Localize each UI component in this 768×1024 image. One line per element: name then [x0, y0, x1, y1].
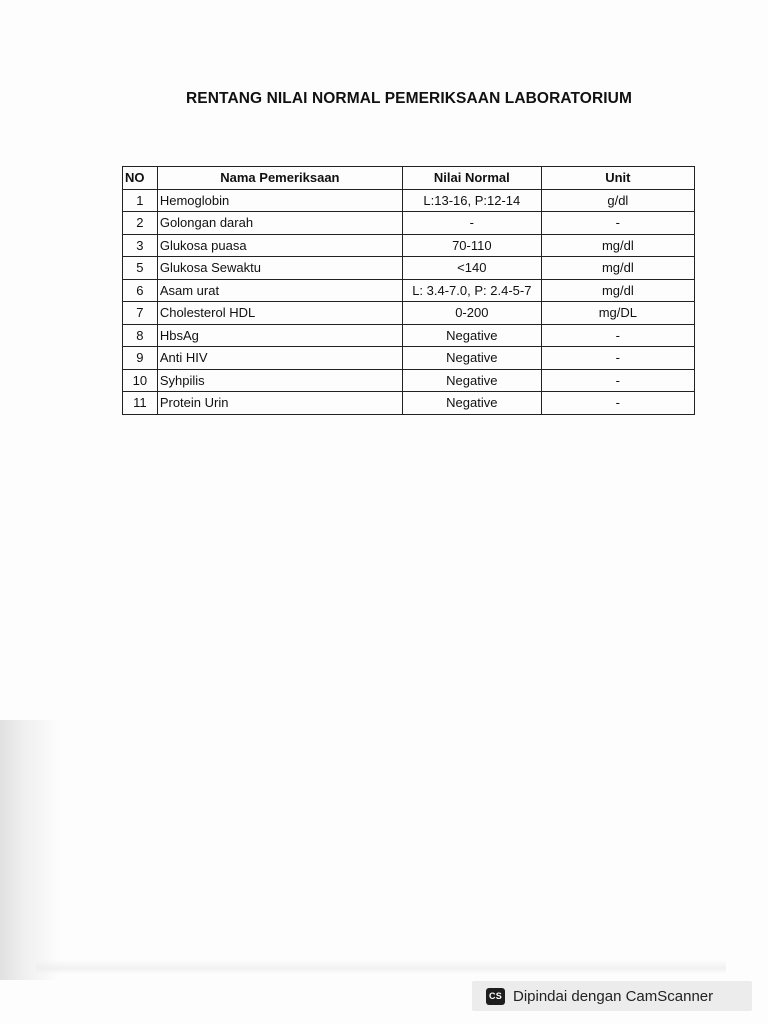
- cell-name: Syhpilis: [157, 369, 402, 392]
- cell-name: Golongan darah: [157, 212, 402, 235]
- cell-value: L:13-16, P:12-14: [402, 189, 541, 212]
- cell-no: 3: [123, 234, 158, 257]
- table-row: [123, 234, 695, 257]
- header-no: NO: [123, 167, 158, 190]
- cell-value: Negative: [402, 392, 541, 415]
- cell-no: 10: [123, 369, 158, 392]
- header-nama-pemeriksaan: Nama Pemeriksaan: [157, 167, 402, 190]
- cell-name: HbsAg: [157, 324, 402, 347]
- cell-name: Hemoglobin: [157, 189, 402, 212]
- cell-no: 11: [123, 392, 158, 415]
- cell-name: Anti HIV: [157, 347, 402, 370]
- table-row: [123, 324, 695, 347]
- table-row: [123, 392, 695, 415]
- cell-no: 2: [123, 212, 158, 235]
- cell-name: Glukosa puasa: [157, 234, 402, 257]
- lab-reference-table: [122, 166, 695, 415]
- cell-unit: -: [541, 212, 694, 235]
- camscanner-icon: CS: [486, 988, 505, 1005]
- cell-unit: mg/dl: [541, 279, 694, 302]
- header-nilai-normal: Nilai Normal: [402, 167, 541, 190]
- cell-unit: -: [541, 392, 694, 415]
- cell-value: Negative: [402, 324, 541, 347]
- watermark-text: Dipindai dengan CamScanner: [513, 987, 714, 1005]
- cell-value: Negative: [402, 369, 541, 392]
- camscanner-watermark: [472, 981, 752, 1011]
- cell-value: 0-200: [402, 302, 541, 325]
- cell-no: 7: [123, 302, 158, 325]
- cell-no: 1: [123, 189, 158, 212]
- cell-unit: g/dl: [541, 189, 694, 212]
- cell-value: -: [402, 212, 541, 235]
- cell-value: Negative: [402, 347, 541, 370]
- cell-name: Cholesterol HDL: [157, 302, 402, 325]
- table-row: [123, 369, 695, 392]
- document-title: RENTANG NILAI NORMAL PEMERIKSAAN LABORATORIUM: [186, 90, 632, 107]
- scan-shadow-left: [0, 720, 60, 980]
- cell-value: L: 3.4-7.0, P: 2.4-5-7: [402, 279, 541, 302]
- table-row: [123, 347, 695, 370]
- cell-name: Glukosa Sewaktu: [157, 257, 402, 280]
- cell-name: Asam urat: [157, 279, 402, 302]
- cell-name: Protein Urin: [157, 392, 402, 415]
- cell-value: <140: [402, 257, 541, 280]
- cell-unit: mg/DL: [541, 302, 694, 325]
- table-row: [123, 212, 695, 235]
- table-row: [123, 257, 695, 280]
- table-header-row: [123, 167, 695, 190]
- cell-no: 8: [123, 324, 158, 347]
- cell-no: 9: [123, 347, 158, 370]
- table-row: [123, 302, 695, 325]
- header-unit: Unit: [541, 167, 694, 190]
- scan-shadow-bottom: [36, 960, 726, 974]
- cell-no: 6: [123, 279, 158, 302]
- table-row: [123, 189, 695, 212]
- cell-value: 70-110: [402, 234, 541, 257]
- cell-no: 5: [123, 257, 158, 280]
- cell-unit: mg/dl: [541, 234, 694, 257]
- cell-unit: -: [541, 369, 694, 392]
- cell-unit: -: [541, 324, 694, 347]
- cell-unit: -: [541, 347, 694, 370]
- table-row: [123, 279, 695, 302]
- cell-unit: mg/dl: [541, 257, 694, 280]
